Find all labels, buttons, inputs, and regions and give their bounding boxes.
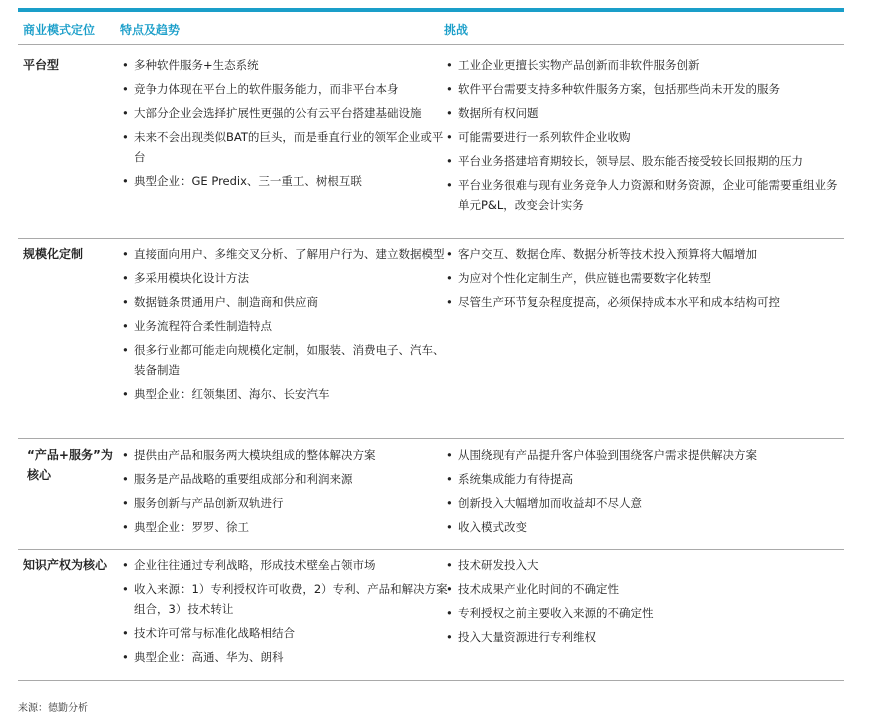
challenges-list	[444, 445, 844, 541]
feature-item: • 业务流程符合柔性制造特点	[120, 316, 448, 336]
feature-item: • 企业往往通过专利战略，形成技术壁垒占领市场	[120, 555, 448, 575]
feature-item: • 服务创新与产品创新双轨进行	[120, 493, 448, 513]
challenge-item: • 可能需要进行一系列软件企业收购	[444, 127, 844, 147]
features-list	[120, 555, 448, 671]
feature-item: • 提供由产品和服务两大模块组成的整体解决方案	[120, 445, 448, 465]
row-platform	[18, 45, 844, 239]
challenge-item: • 软件平台需要支持多种软件服务方案，包括那些尚未开发的服务	[444, 79, 844, 99]
row-category: “产品+服务”为核心	[27, 448, 113, 482]
row-category: 知识产权为核心	[23, 558, 108, 572]
row-category: 规模化定制	[23, 247, 84, 261]
header-challenges: 挑战	[444, 23, 469, 37]
challenge-item: • 创新投入大幅增加而收益却不尽人意	[444, 493, 844, 513]
challenge-item: • 收入模式改变	[444, 517, 844, 537]
row-category: 平台型	[23, 58, 60, 72]
challenge-item: • 专利授权之前主要收入来源的不确定性	[444, 603, 844, 623]
challenge-item: • 数据所有权问题	[444, 103, 844, 123]
header-features-trends: 特点及趋势	[120, 23, 181, 37]
business-model-table	[18, 8, 844, 681]
source-note: 来源：德勤分析	[18, 703, 88, 714]
challenge-item: • 从围绕现有产品提升客户体验到围绕客户需求提供解决方案	[444, 445, 844, 465]
feature-item: • 多种软件服务+生态系统	[120, 55, 448, 75]
table-header	[18, 12, 844, 45]
challenge-item: • 工业企业更擅长实物产品创新而非软件服务创新	[444, 55, 844, 75]
feature-item: • 大部分企业会选择扩展性更强的公有云平台搭建基础设施	[120, 103, 448, 123]
features-list	[120, 244, 448, 408]
challenge-item: • 系统集成能力有待提高	[444, 469, 844, 489]
challenge-item: • 技术研发投入大	[444, 555, 844, 575]
feature-item: • 竞争力体现在平台上的软件服务能力，而非平台本身	[120, 79, 448, 99]
challenges-list	[444, 244, 844, 316]
feature-item: • 服务是产品战略的重要组成部分和利润来源	[120, 469, 448, 489]
challenge-item: • 投入大量资源进行专利维权	[444, 627, 844, 647]
challenges-list	[444, 555, 844, 651]
row-ip-core	[18, 550, 844, 681]
challenge-item: • 客户交互、数据仓库、数据分析等技术投入预算将大幅增加	[444, 244, 844, 264]
challenge-item: • 技术成果产业化时间的不确定性	[444, 579, 844, 599]
header-model-position: 商业模式定位	[23, 23, 96, 37]
challenge-item: • 平台业务搭建培育期较长，领导层、股东能否接受较长回报期的压力	[444, 151, 844, 171]
row-product-service	[18, 439, 844, 550]
feature-item: • 数据链条贯通用户、制造商和供应商	[120, 292, 448, 312]
feature-item: • 很多行业都可能走向规模化定制，如服装、消费电子、汽车、装备制造	[120, 340, 448, 380]
feature-item: • 典型企业：罗罗、徐工	[120, 517, 448, 537]
challenge-item: • 为应对个性化定制生产，供应链也需要数字化转型	[444, 268, 844, 288]
feature-item: • 技术许可常与标准化战略相结合	[120, 623, 448, 643]
feature-item: • 典型企业：红领集团、海尔、长安汽车	[120, 384, 448, 404]
feature-item: • 未来不会出现类似BAT的巨头，而是垂直行业的领军企业或平台	[120, 127, 448, 167]
row-mass-customization	[18, 239, 844, 439]
feature-item: • 直接面向用户、多维交叉分析、了解用户行为、建立数据模型	[120, 244, 448, 264]
feature-item: • 多采用模块化设计方法	[120, 268, 448, 288]
challenge-item: • 平台业务很难与现有业务竞争人力资源和财务资源，企业可能需要重组业务单元P&L，改变会计实务	[444, 175, 844, 215]
challenge-item: • 尽管生产环节复杂程度提高，必须保持成本水平和成本结构可控	[444, 292, 844, 312]
challenges-list	[444, 55, 844, 219]
feature-item: • 典型企业：高通、华为、朗科	[120, 647, 448, 667]
features-list	[120, 445, 448, 541]
feature-item: • 典型企业：GE Predix、三一重工、树根互联	[120, 171, 448, 191]
features-list	[120, 55, 448, 195]
feature-item: • 收入来源：1）专利授权许可收费，2）专利、产品和解决方案组合，3）技术转让	[120, 579, 448, 619]
